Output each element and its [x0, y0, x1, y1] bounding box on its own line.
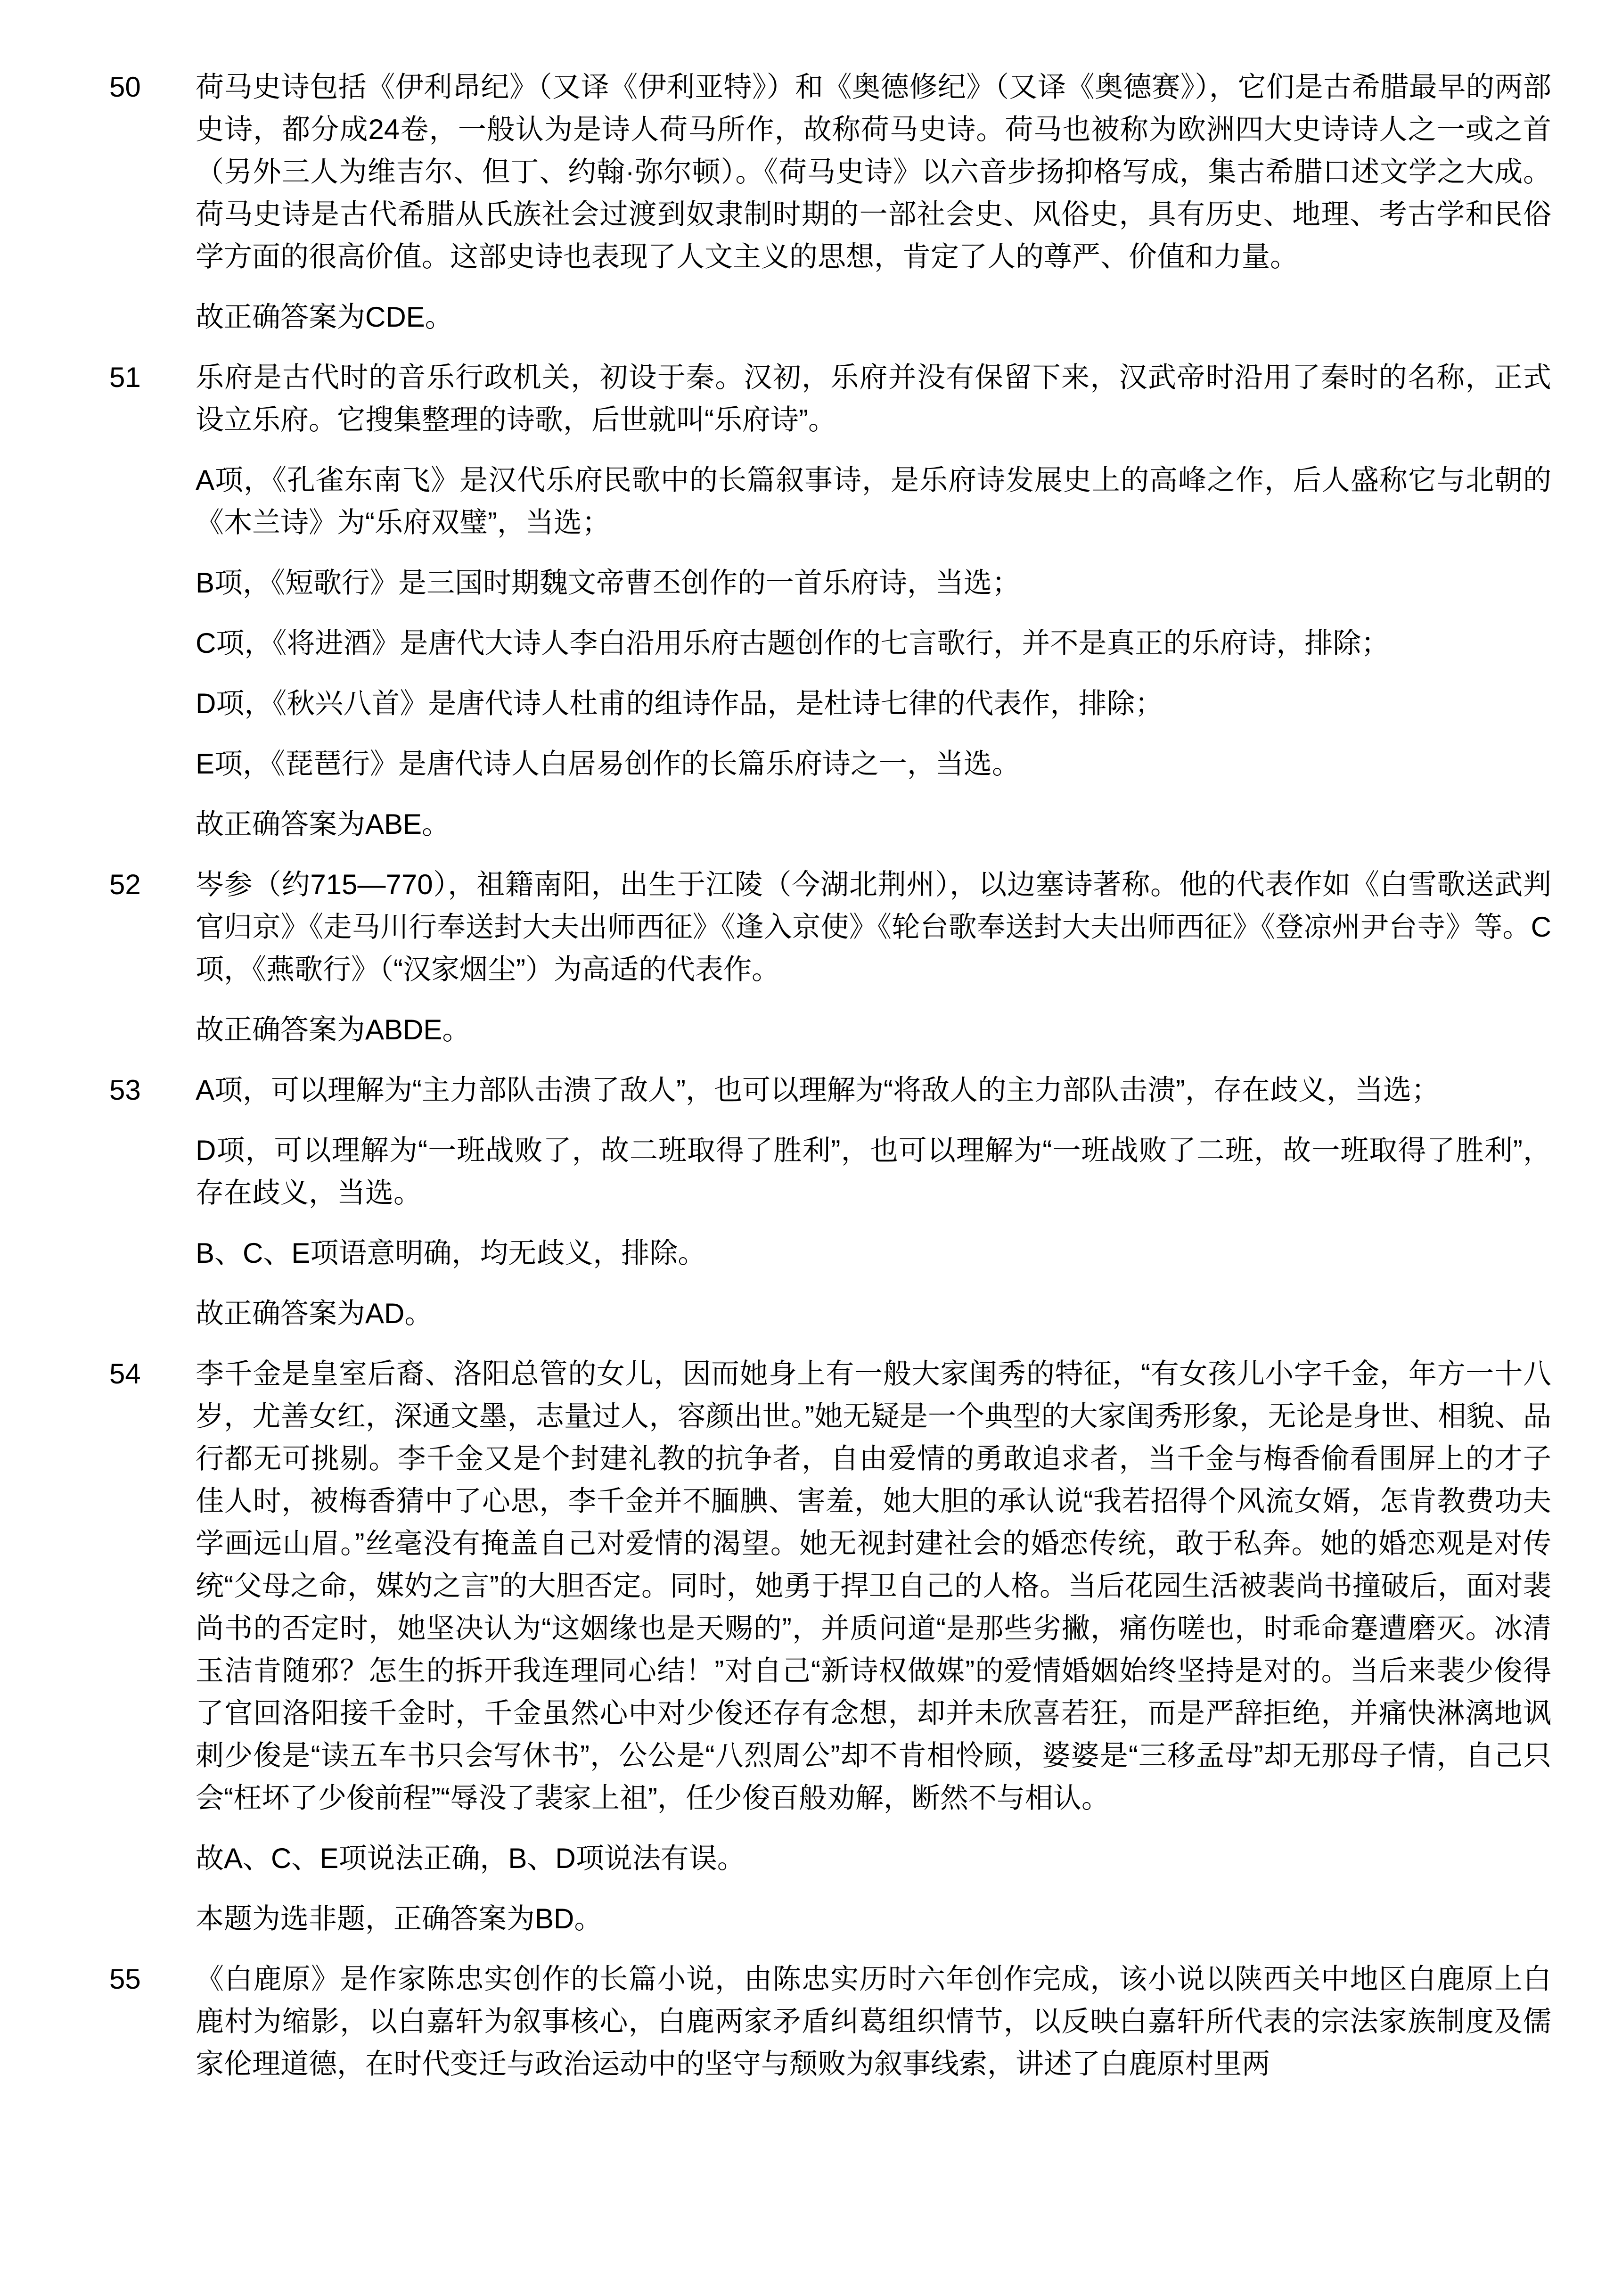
answer-list	[109, 66, 1551, 2103]
item-number: 53	[109, 1074, 141, 1106]
answer-paragraph: C项，《将进酒》是唐代大诗人李白沿用乐府古题创作的七言歌行，并不是真正的乐府诗，排除；	[196, 627, 1390, 659]
item-number: 50	[109, 71, 141, 103]
answer-paragraph: 乐府是古代时的音乐行政机关，初设于秦。汉初，乐府并没有保留下来，汉武帝时沿用了秦时的名称，正式设立乐府。它搜集整理的诗歌，后世就叫“乐府诗”。	[196, 362, 1551, 436]
answer-paragraph: 故正确答案为ABDE。	[196, 1014, 471, 1045]
item-number: 51	[109, 362, 141, 393]
answer-item	[109, 66, 1551, 356]
item-number: 52	[109, 869, 141, 900]
answer-paragraph: A项，可以理解为“主力部队击溃了敌人”，也可以理解为“将敌人的主力部队击溃”，存在歧义，当选；	[196, 1074, 1440, 1106]
item-number: 54	[109, 1358, 141, 1390]
answer-paragraph: 故正确答案为CDE。	[196, 301, 453, 333]
answer-paragraph: E项，《琵琶行》是唐代诗人白居易创作的长篇乐府诗之一，当选。	[196, 748, 1021, 780]
answer-paragraph: D项，《秋兴八首》是唐代诗人杜甫的组诗作品，是杜诗七律的代表作，排除；	[196, 688, 1163, 719]
item-body	[196, 66, 1551, 356]
answer-paragraph: 故正确答案为AD。	[196, 1298, 433, 1329]
answer-paragraph: 荷马史诗包括《伊利昂纪》（又译《伊利亚特》）和《奥德修纪》（又译《奥德赛》），它们是古希腊最早的两部史诗，都分成24卷，一般认为是诗人荷马所作，故称荷马史诗。荷马也被称为欧洲四大史诗诗人之一或之首（另外三人为维吉尔、但丁、约翰·弥尔顿）。《荷马史诗》以六音步扬抑格写成，集古希腊口述文学之大成。荷马史诗是古代希腊从氏族社会过渡到奴隶制时期的一部社会史、风俗史，具有历史、地理、考古学和民俗学方面的很高价值。这部史诗也表现了人文主义的思想，肯定了人的尊严、价值和力量。	[196, 71, 1551, 272]
answer-item	[109, 864, 1551, 1069]
answer-paragraph: B项，《短歌行》是三国时期魏文帝曹丕创作的一首乐府诗，当选；	[196, 567, 1021, 599]
item-body	[196, 356, 1551, 864]
item-body	[196, 1069, 1551, 1353]
item-number: 55	[109, 1963, 141, 1995]
answer-item	[109, 1353, 1551, 1958]
answer-paragraph: D项，可以理解为“一班战败了，故二班取得了胜利”，也可以理解为“一班战败了二班，故一班取得了胜利”，存在歧义，当选。	[196, 1135, 1551, 1209]
answer-paragraph: 李千金是皇室后裔、洛阳总管的女儿，因而她身上有一般大家闺秀的特征，“有女孩儿小字千金，年方一十八岁，尤善女红，深通文墨，志量过人，容颜出世。”她无疑是一个典型的大家闺秀形象，无论是身世、相貌、品行都无可挑剔。李千金又是个封建礼教的抗争者，自由爱情的勇敢追求者，当千金与梅香偷看围屏上的才子佳人时，被梅香猜中了心思，李千金并不腼腆、害羞，她大胆的承认说“我若招得个风流女婿，怎肯教费功夫学画远山眉。”丝毫没有掩盖自己对爱情的渴望。她无视封建社会的婚恋传统，敢于私奔。她的婚恋观是对传统“父母之命，媒妁之言”的大胆否定。同时，她勇于捍卫自己的人格。当后花园生活被裴尚书撞破后，面对裴尚书的否定时，她坚决认为“这姻缘也是天赐的”，并质问道“是那些劣撇，痛伤嗟也，时乖命蹇遭磨灭。冰清玉洁肯随邪？怎生的拆开我连理同心结！”对自己“新诗权做媒”的爱情婚姻始终坚持是对的。当后来裴少俊得了官回洛阳接千金时，千金虽然心中对少俊还存有念想，却并未欣喜若狂，而是严辞拒绝，并痛快淋漓地讽刺少俊是“读五车书只会写休书”，公公是“八烈周公”却不肯相怜顾，婆婆是“三移孟母”却无那母子情，自己只会“枉坏了少俊前程”“辱没了裴家上祖”，任少俊百般劝解，断然不与相认。	[196, 1358, 1551, 1814]
answer-item	[109, 1069, 1551, 1353]
answer-item	[109, 356, 1551, 864]
item-body	[196, 1958, 1551, 2103]
answer-paragraph: 本题为选非题，正确答案为BD。	[196, 1903, 603, 1934]
item-body	[196, 864, 1551, 1069]
answer-paragraph: 岑参（约715—770），祖籍南阳，出生于江陵（今湖北荆州），以边塞诗著称。他的代表作如《白雪歌送武判官归京》《走马川行奉送封大夫出师西征》《逢入京使》《轮台歌奉送封大夫出师西征》《登凉州尹台寺》等。C项，《燕歌行》（“汉家烟尘”）为高适的代表作。	[196, 869, 1551, 985]
answer-item	[109, 1958, 1551, 2103]
item-body	[196, 1353, 1551, 1958]
answer-paragraph: 《白鹿原》是作家陈忠实创作的长篇小说，由陈忠实历时六年创作完成，该小说以陕西关中地区白鹿原上白鹿村为缩影，以白嘉轩为叙事核心，白鹿两家矛盾纠葛组织情节，以反映白嘉轩所代表的宗法家族制度及儒家伦理道德，在时代变迁与政治运动中的坚守与颓败为叙事线索，讲述了白鹿原村里两	[196, 1963, 1551, 2080]
answer-paragraph: 故正确答案为ABE。	[196, 808, 451, 840]
answer-paragraph: A项，《孔雀东南飞》是汉代乐府民歌中的长篇叙事诗，是乐府诗发展史上的高峰之作，后人盛称它与北朝的《木兰诗》为“乐府双璧”，当选；	[196, 464, 1551, 538]
answer-paragraph: 故A、C、E项说法正确，B、D项说法有误。	[196, 1843, 745, 1874]
answer-paragraph: B、C、E项语意明确，均无歧义，排除。	[196, 1237, 706, 1269]
